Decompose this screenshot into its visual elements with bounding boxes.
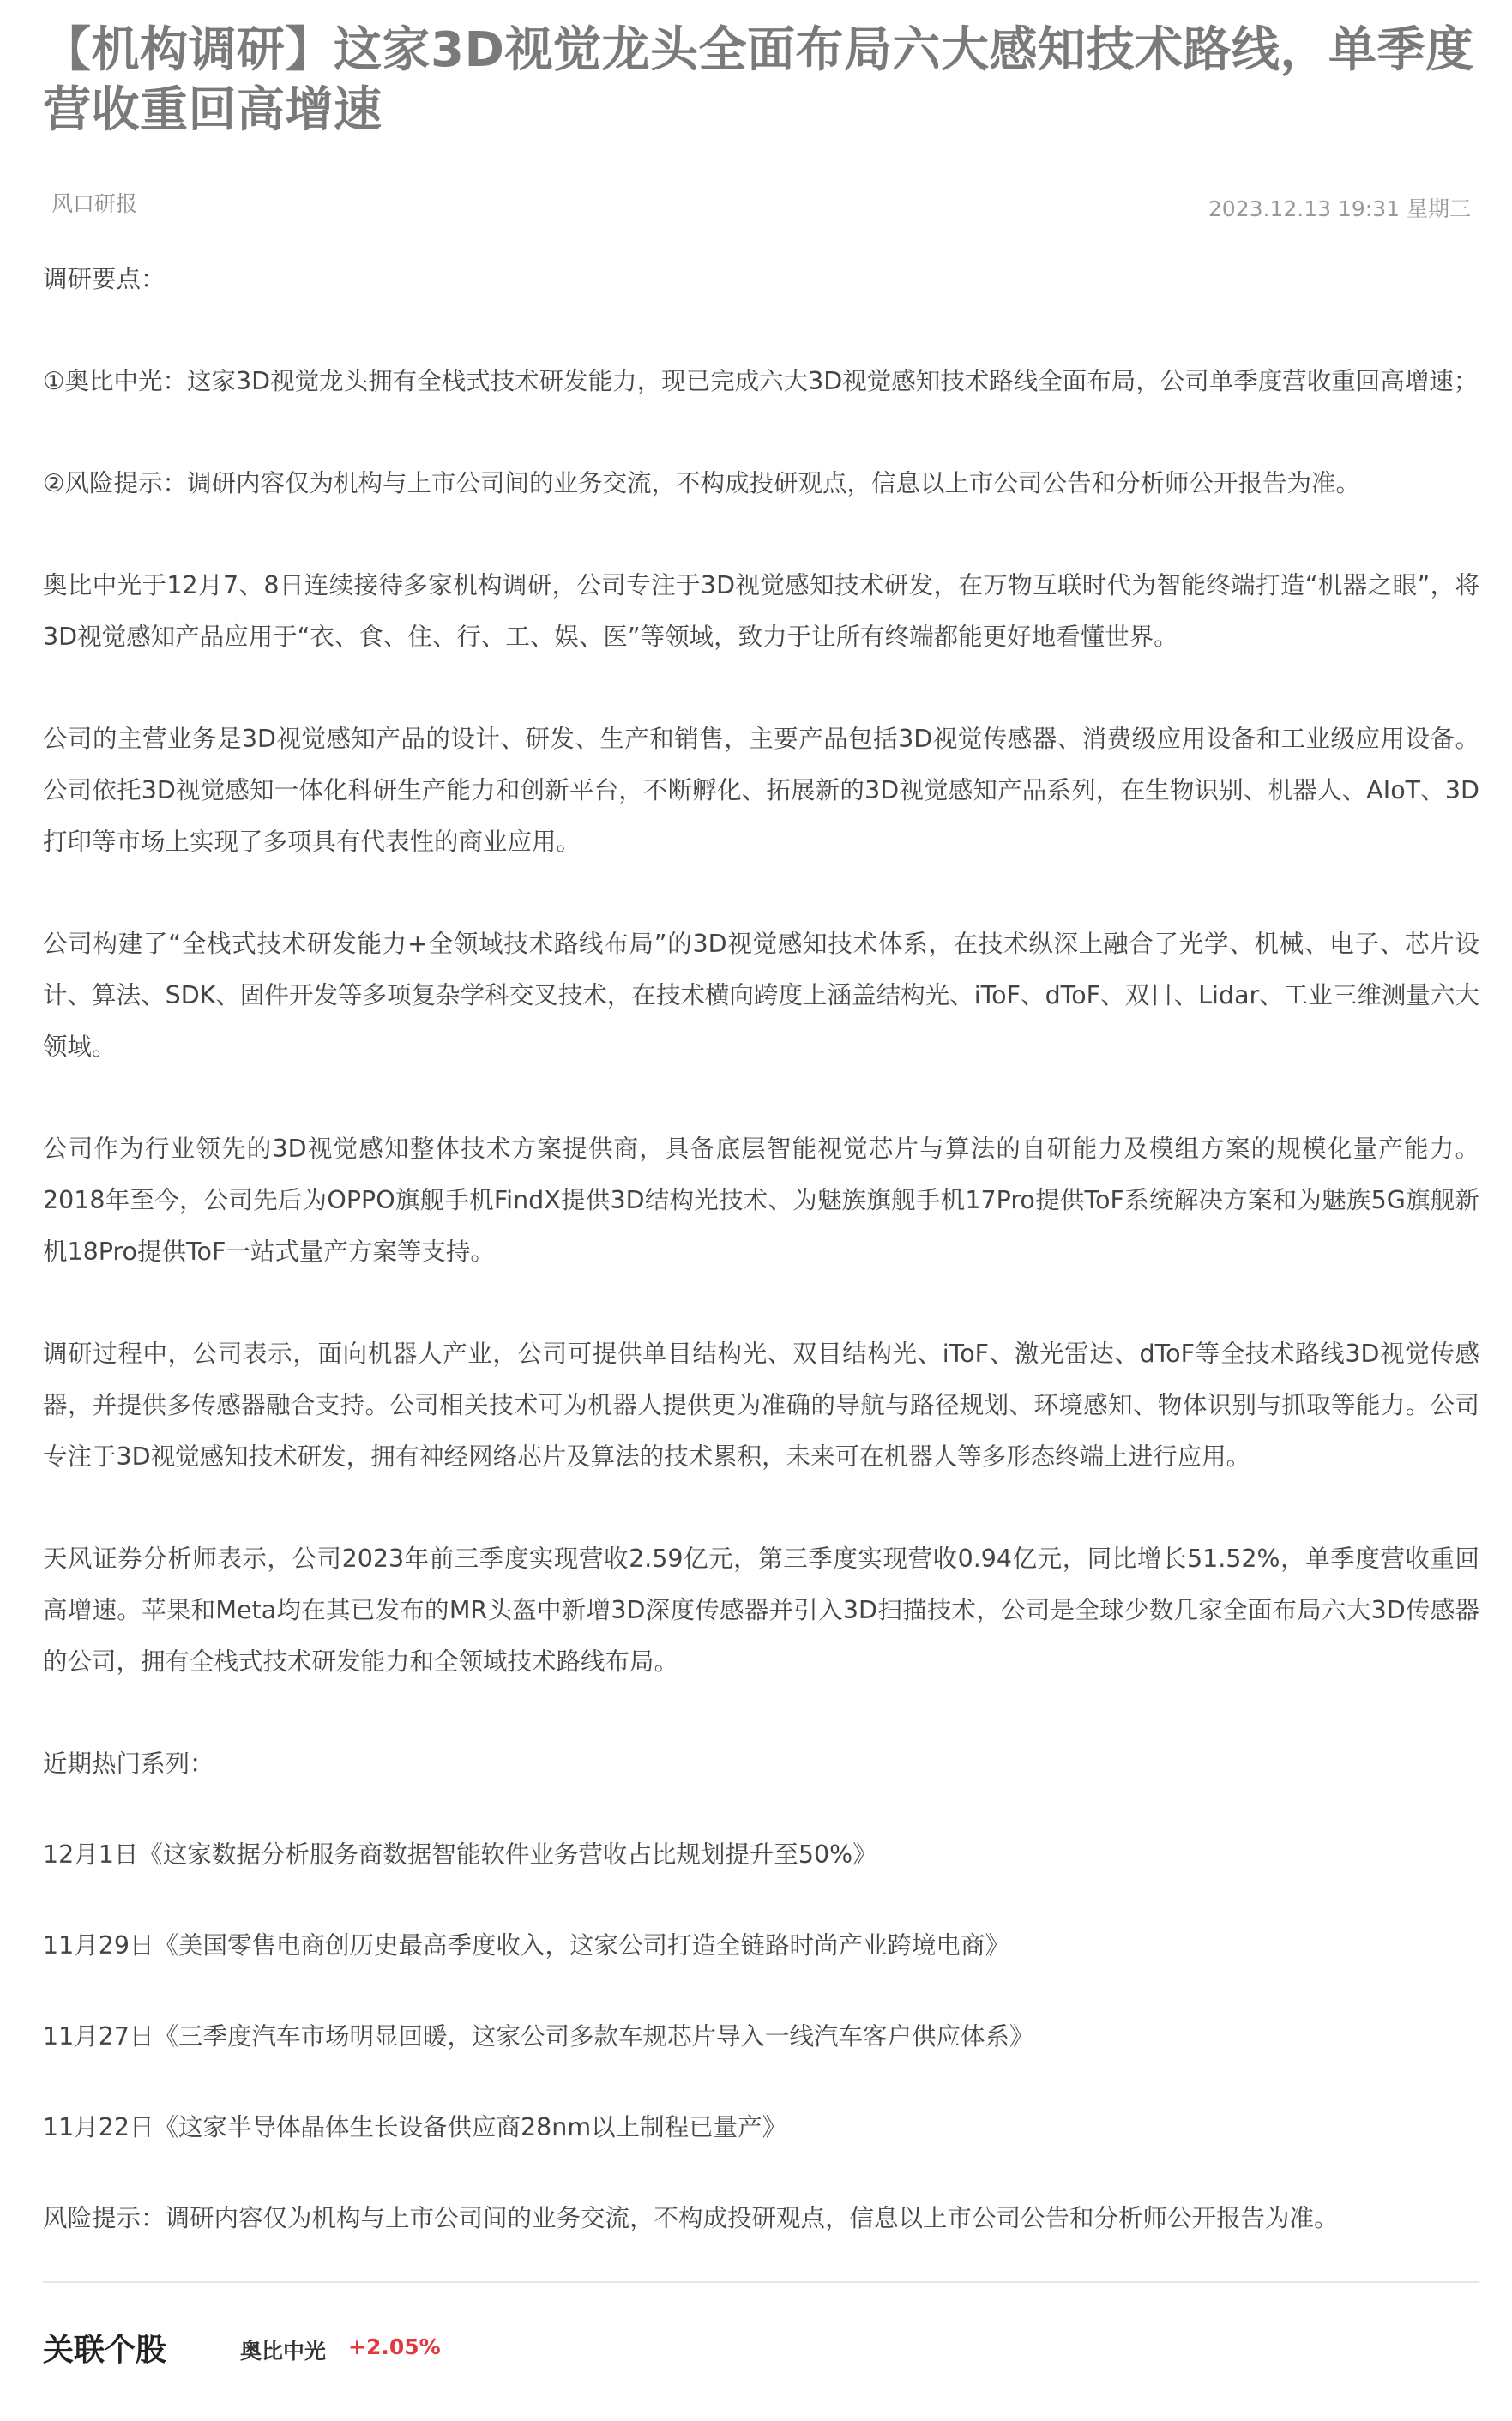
paragraph-hot-series-heading: 近期热门系列： bbox=[43, 1750, 214, 1778]
paragraph: 公司构建了“全栈式技术研发能力+全领域技术路线布局”的3D视觉感知技术体系，在技术纵深上融合了光学、机械、电子、芯片设计、算法、SDK、固件开发等多项复杂学科交叉技术，在技术横向跨度上涵盖结构光、iToF、dToF、双目、Lidar、工业三维测量六大领域。 bbox=[43, 930, 1479, 1061]
related-article-link[interactable]: 11月29日《美国零售电商创历史最高季度收入，这家公司打造全链路时尚产业跨境电商》 bbox=[43, 1931, 1010, 1960]
paragraph-summary-heading: 调研要点： bbox=[43, 265, 166, 293]
paragraph: 天风证券分析师表示，公司2023年前三季度实现营收2.59亿元，第三季度实现营收0.94亿元，同比增长51.52%，单季度营收重回高增速。苹果和Meta均在其已发布的MR头盔中新增3D深度传感器并引入3D扫描技术，公司是全球少数几家全面布局六大3D传感器的公司，拥有全栈式技术研发能力和全领域技术路线布局。 bbox=[43, 1545, 1479, 1676]
source-name[interactable]: 风口研报 bbox=[51, 191, 138, 216]
publish-datetime: 2023.12.13 19:31 星期三 bbox=[1208, 196, 1471, 221]
related-article-link[interactable]: 11月22日《这家半导体晶体生长设备供应商28nm以上制程已量产》 bbox=[43, 2113, 787, 2141]
stock-name[interactable]: 奥比中光 bbox=[240, 2339, 327, 2364]
related-stocks-title: 关联个股 bbox=[43, 2333, 167, 2368]
paragraph: 奥比中光于12月7、8日连续接待多家机构调研，公司专注于3D视觉感知技术研发，在万物互联时代为智能终端打造“机器之眼”，将3D视觉感知产品应用于“衣、食、住、行、工、娱、医”等领域，致力于让所有终端都能更好地看懂世界。 bbox=[43, 571, 1479, 651]
related-stocks bbox=[43, 2281, 1479, 2368]
article-title: 【机构调研】这家3D视觉龙头全面布局六大感知技术路线，单季度营收重回高增速 bbox=[43, 22, 1474, 138]
paragraph: 调研过程中，公司表示，面向机器人产业，公司可提供单目结构光、双目结构光、iToF、激光雷达、dToF等全技术路线3D视觉传感器，并提供多传感器融合支持。公司相关技术可为机器人提供更为准确的导航与路径规划、环境感知、物体识别与抓取等能力。公司专注于3D视觉感知技术研发，拥有神经网络芯片及算法的技术累积，未来可在机器人等多形态终端上进行应用。 bbox=[43, 1340, 1479, 1471]
article-body bbox=[43, 254, 1479, 2244]
paragraph-risk-notice: 风险提示：调研内容仅为机构与上市公司间的业务交流，不构成投研观点，信息以上市公司公告和分析师公开报告为准。 bbox=[43, 2204, 1339, 2232]
paragraph-point-1: ①奥比中光：这家3D视觉龙头拥有全栈式技术研发能力，现已完成六大3D视觉感知技术路线全面布局，公司单季度营收重回高增速； bbox=[43, 367, 1479, 395]
paragraph-point-2: ②风险提示：调研内容仅为机构与上市公司间的业务交流，不构成投研观点，信息以上市公司公告和分析师公开报告为准。 bbox=[43, 469, 1361, 497]
article-meta bbox=[43, 187, 1479, 230]
article bbox=[43, 0, 1479, 2368]
related-article-link[interactable]: 11月27日《三季度汽车市场明显回暖，这家公司多款车规芯片导入一线汽车客户供应体系》 bbox=[43, 2022, 1034, 2051]
stock-change: +2.05% bbox=[348, 2334, 441, 2359]
paragraph: 公司的主营业务是3D视觉感知产品的设计、研发、生产和销售，主要产品包括3D视觉传感器、消费级应用设备和工业级应用设备。公司依托3D视觉感知一体化科研生产能力和创新平台，不断孵化、拓展新的3D视觉感知产品系列，在生物识别、机器人、AIoT、3D打印等市场上实现了多项具有代表性的商业应用。 bbox=[43, 725, 1479, 856]
related-article-link[interactable]: 12月1日《这家数据分析服务商数据智能软件业务营收占比规划提升至50%》 bbox=[43, 1840, 877, 1869]
paragraph: 公司作为行业领先的3D视觉感知整体技术方案提供商，具备底层智能视觉芯片与算法的自研能力及模组方案的规模化量产能力。2018年至今，公司先后为OPPO旗舰手机FindX提供3D结构光技术、为魅族旗舰手机17Pro提供ToF系统解决方案和为魅族5G旗舰新机18Pro提供ToF一站式量产方案等支持。 bbox=[43, 1135, 1479, 1266]
